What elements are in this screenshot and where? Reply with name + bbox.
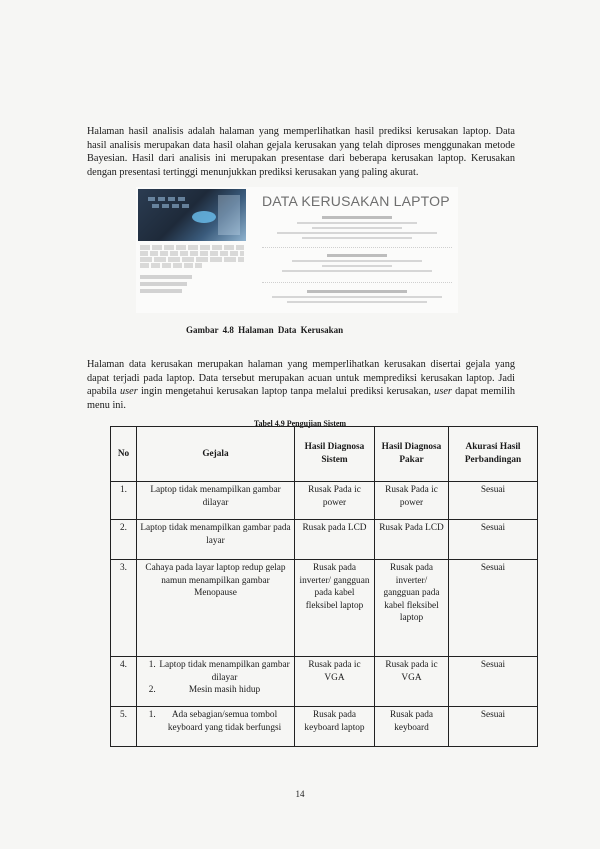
cell-akurasi: Sesuai xyxy=(449,560,538,657)
cell-akurasi: Sesuai xyxy=(449,482,538,520)
cell-pakar: Rusak pada keyboard xyxy=(375,707,449,747)
header-hasil-pakar: Hasil Diagnosa Pakar xyxy=(375,427,449,482)
system-test-table xyxy=(110,426,538,747)
cell-pakar: Rusak pada inverter/ gangguan pada kabel fleksibel laptop xyxy=(375,560,449,657)
cell-pakar: Rusak Pada LCD xyxy=(375,520,449,560)
cell-sistem: Rusak pada keyboard laptop xyxy=(295,707,375,747)
table-caption: Tabel 4.9 Pengujian Sistem xyxy=(253,419,347,428)
table-row xyxy=(111,560,538,657)
table-row xyxy=(111,707,538,747)
table-row xyxy=(111,657,538,707)
table-row xyxy=(111,482,538,520)
cell-gejala: Cahaya pada layar laptop redup gelap namun menampilkan gambar Menopause xyxy=(137,560,295,657)
figure-data-kerusakan-screenshot xyxy=(136,187,458,313)
figure-divider xyxy=(262,247,452,248)
cell-akurasi: Sesuai xyxy=(449,707,538,747)
cell-gejala xyxy=(137,707,295,747)
paragraph-analysis: Halaman hasil analisis adalah halaman yang memperlihatkan hasil prediksi kerusakan laptop. Data hasil analisis merupakan data hasil olahan gejala kerusakan yang telah diproses menggunakan metode Bayesian. Hasil dari analisis ini merupakan presentase dari beberapa kerusakan laptop. Kerusakan dengan presentasi tertinggi menunjukkan prediksi kerusakan yang paling akurat. xyxy=(87,126,515,178)
header-akurasi: Akurasi Hasil Perbandingan xyxy=(449,427,538,482)
cell-sistem: Rusak pada LCD xyxy=(295,520,375,560)
paragraph-data-kerusakan xyxy=(87,358,515,412)
cell-akurasi: Sesuai xyxy=(449,657,538,707)
cell-no: 2. xyxy=(111,520,137,560)
figure-sidebar-text xyxy=(140,245,244,293)
header-gejala: Gejala xyxy=(137,427,295,482)
figure-text-block-1 xyxy=(262,216,452,239)
header-hasil-sistem: Hasil Diagnosa Sistem xyxy=(295,427,375,482)
cell-pakar: Rusak pada ic VGA xyxy=(375,657,449,707)
gejala-list xyxy=(140,709,291,734)
page-number: 14 xyxy=(295,789,305,799)
cell-sistem: Rusak pada ic VGA xyxy=(295,657,375,707)
cell-gejala: Laptop tidak menampilkan gambar pada layar xyxy=(137,520,295,560)
list-item: 1. Ada sebagian/semua tombol keyboard yang tidak berfungsi xyxy=(158,709,291,734)
paragraph-text: Halaman data kerusakan merupakan halaman yang memperlihatkan kerusakan disertai gejala yang dapat terjadi pada laptop. Data tersebut merupakan acuan untuk memprediksi kerusakan laptop. Jadi apabila xyxy=(87,359,515,398)
table-header-row xyxy=(111,427,538,482)
list-item: 2. Mesin masih hidup xyxy=(158,684,291,697)
cell-sistem: Rusak pada inverter/ gangguan pada kabel fleksibel laptop xyxy=(295,560,375,657)
list-item: 1. Laptop tidak menampilkan gambar dilayar xyxy=(158,659,291,684)
cell-no: 5. xyxy=(111,707,137,747)
cell-no: 3. xyxy=(111,560,137,657)
cell-pakar: Rusak Pada ic power xyxy=(375,482,449,520)
paragraph-italic-user: user xyxy=(434,386,452,398)
cell-sistem: Rusak Pada ic power xyxy=(295,482,375,520)
cell-no: 4. xyxy=(111,657,137,707)
cell-gejala: Laptop tidak menampilkan gambar dilayar xyxy=(137,482,295,520)
paragraph-text: ingin mengetahui kerusakan laptop tanpa melalui prediksi kerusakan, xyxy=(137,386,435,398)
figure-divider xyxy=(262,282,452,283)
cell-akurasi: Sesuai xyxy=(449,520,538,560)
cell-gejala xyxy=(137,657,295,707)
figure-caption: Gambar 4.8 Halaman Data Kerusakan xyxy=(186,325,344,335)
cell-no: 1. xyxy=(111,482,137,520)
table-row xyxy=(111,520,538,560)
laptop-photo xyxy=(138,189,246,241)
gejala-list xyxy=(140,659,291,697)
paragraph-text: dapat memilih menu ini. xyxy=(87,386,515,411)
paragraph-italic-user: user xyxy=(119,386,138,398)
figure-text-block-3 xyxy=(262,290,452,303)
figure-title: DATA KERUSAKAN LAPTOP xyxy=(262,193,450,209)
header-no: No xyxy=(111,427,137,482)
figure-text-block-2 xyxy=(262,254,452,272)
